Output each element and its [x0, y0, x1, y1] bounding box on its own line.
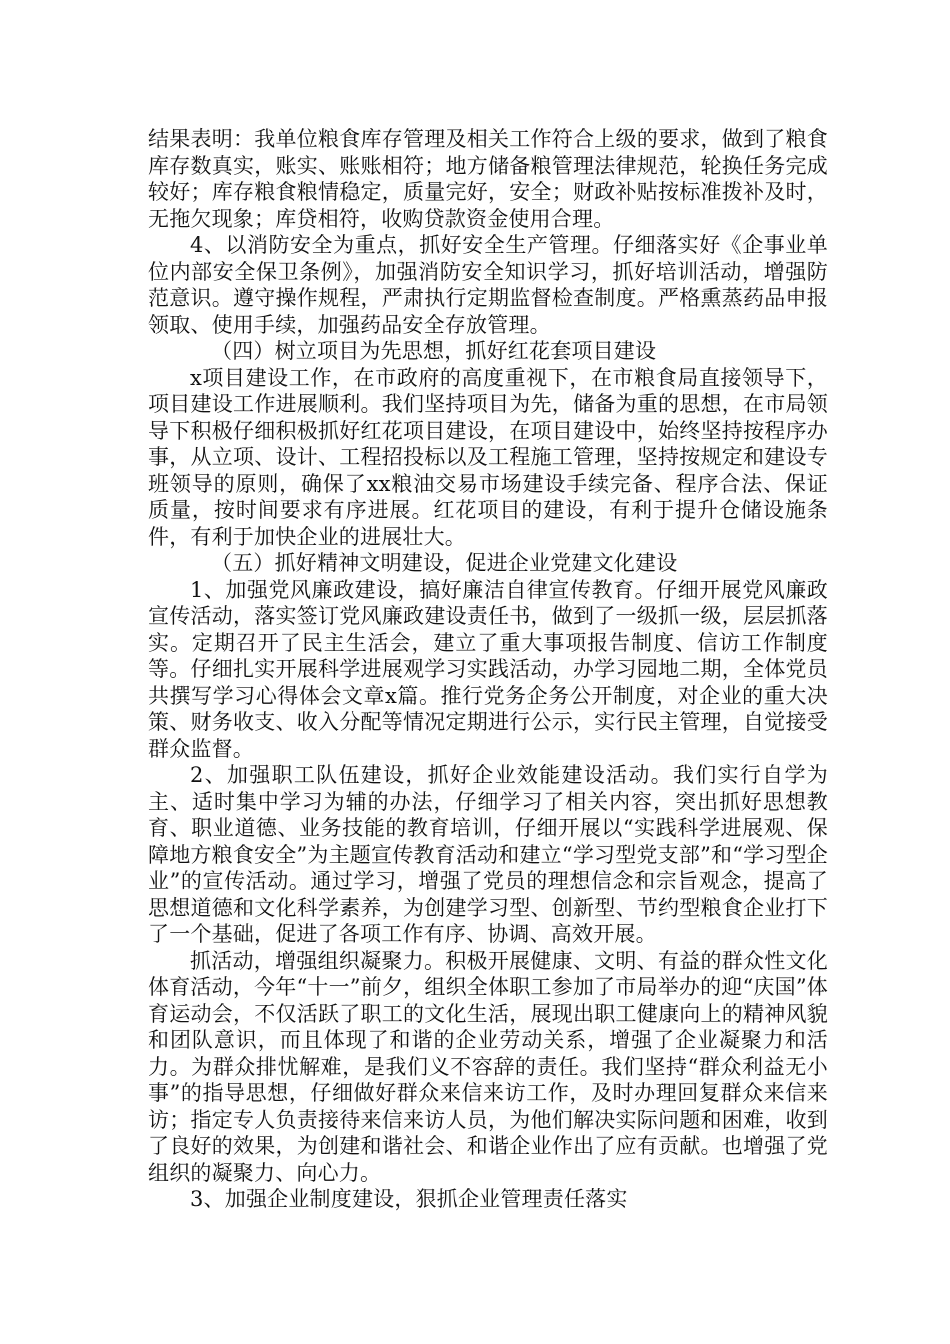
paragraph-project: x项目建设工作，在市政府的高度重视下，在市粮食局直接领导下，项目建设工作进展顺利。我们坚持项目为先，储备为重的思想，在市局领导下积极仔细积极抓好红花项目建设，在项目建设中，始终坚持按程序办事，从立项、设计、工程招投标以及工程施工管理，坚持按规定和建设专班领导的原则，确保了xx粮油交易市场建设手续完备、程序合法、保证质量，按时间要求有序进展。红花项目的建设，有利于提升仓储设施条件，有利于加快企业的进展壮大。	[148, 365, 828, 549]
paragraph-staff-building: 2、加强职工队伍建设，抓好企业效能建设活动。我们实行自学为主、适时集中学习为辅的办法，仔细学习了相关内容，突出抓好思想教育、职业道德、业务技能的教育培训，仔细开展以“实践科学进展观、保障地方粮食安全”为主题宣传教育活动和建立“学习型党支部”和“学习型企业”的宣传活动。通过学习，增强了党员的理想信念和宗旨观念，提高了思想道德和文化科学素养，为创建学习型、创新型、节约型粮食企业打下了一个基础，促进了各项工作有序、协调、高效开展。	[148, 763, 828, 946]
paragraph-system-building: 3、加强企业制度建设，狠抓企业管理责任落实	[190, 1187, 628, 1211]
paragraph-party-integrity: 1、加强党风廉政建设，搞好廉洁自律宣传教育。仔细开展党风廉政宣传活动，落实签订党风廉政建设责任书，做到了一级抓一级，层层抓落实。定期召开了民主生活会，建立了重大事项报告制度、信访工作制度等。仔细扎实开展科学进展观学习实践活动，办学习园地二期，全体党员共撰写学习心得体会文章x篇。推行党务企务公开制度，对企业的重大决策、财务收支、收入分配等情况定期进行公示，实行民主管理，自觉接受群众监督。	[148, 577, 828, 761]
paragraph-fire-safety: 4、以消防安全为重点，抓好安全生产管理。仔细落实好《企事业单位内部安全保卫条例》，加强消防安全知识学习，抓好培训活动，增强防范意识。遵守操作规程，严肃执行定期监督检查制度。严格熏蒸药品申报领取、使用手续，加强药品安全存放管理。	[148, 233, 828, 337]
section-heading-4: （四）树立项目为先思想，抓好红花套项目建设	[211, 339, 657, 363]
document-page	[148, 126, 828, 1213]
section-heading-5: （五）抓好精神文明建设，促进企业党建文化建设	[211, 551, 678, 575]
paragraph-results: 结果表明：我单位粮食库存管理及相关工作符合上级的要求，做到了粮食库存数真实，账实、账账相符；地方储备粮管理法律规范，轮换任务完成较好；库存粮食粮情稳定，质量完好，安全；财政补贴按标准拨补及时，无拖欠现象；库贷相符，收购贷款资金使用合理。	[148, 127, 828, 231]
paragraph-activities: 抓活动，增强组织凝聚力。积极开展健康、文明、有益的群众性文化体育活动，今年“十一”前夕，组织全体职工参加了市局举办的迎“庆国”体育运动会，不仅活跃了职工的文化生活，展现出职工健康向上的精神风貌和团队意识，而且体现了和谐的企业劳动关系，增强了企业凝聚力和活力。为群众排忧解难，是我们义不容辞的责任。我们坚持“群众利益无小事”的指导思想，仔细做好群众来信来访工作，及时办理回复群众来信来访；指定专人负责接待来信来访人员，为他们解决实际问题和困难，收到了良好的效果，为创建和谐社会、和谐企业作出了应有贡献。也增强了党组织的凝聚力、向心力。	[148, 948, 828, 1185]
